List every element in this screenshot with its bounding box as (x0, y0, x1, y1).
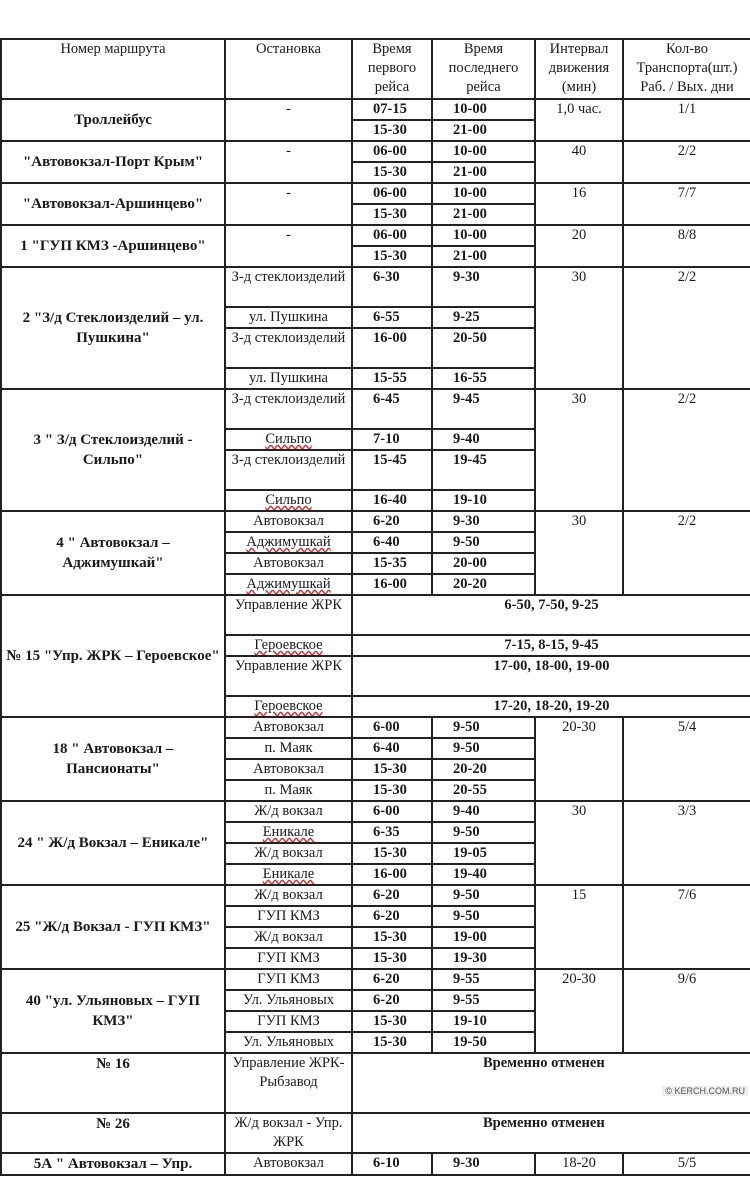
last-time: 21-00 (432, 162, 535, 183)
last-time: 9-50 (432, 906, 535, 927)
stop-name: п. Маяк (225, 738, 352, 759)
last-time: 20-50 (432, 328, 535, 368)
last-time: 9-50 (432, 738, 535, 759)
first-time: 15-30 (352, 204, 432, 225)
interval-value: 30 (535, 267, 623, 389)
vehicle-count: 9/6 (623, 969, 750, 1053)
stop-name: - (225, 99, 352, 141)
first-time: 6-00 (352, 801, 432, 822)
last-time: 9-50 (432, 885, 535, 906)
first-time: 6-30 (352, 267, 432, 307)
first-time: 15-30 (352, 120, 432, 141)
first-time: 6-20 (352, 885, 432, 906)
last-time: 10-00 (432, 99, 535, 120)
first-time: 6-00 (352, 717, 432, 738)
first-time: 6-35 (352, 822, 432, 843)
route-name: № 16 (1, 1053, 225, 1113)
table-row (1, 595, 750, 635)
interval-value: 1,0 час. (535, 99, 623, 141)
stop-name: - (225, 225, 352, 267)
last-time: 16-55 (432, 368, 535, 389)
first-time: 6-40 (352, 532, 432, 553)
first-time: 15-30 (352, 927, 432, 948)
stop-name: п. Маяк (225, 780, 352, 801)
departure-times: 17-00, 18-00, 19-00 (352, 656, 750, 696)
first-time: 16-40 (352, 490, 432, 511)
vehicle-count: 3/3 (623, 801, 750, 885)
route-name: 4 " Автовокзал – Аджимушкай" (1, 511, 225, 595)
table-row (1, 267, 750, 307)
last-time: 20-20 (432, 574, 535, 595)
stop-name: З-д стеклоизделий (225, 267, 352, 307)
stop-name: ГУП КМЗ (225, 1011, 352, 1032)
stop-name: Аджимушкай (225, 574, 352, 595)
first-time: 15-30 (352, 162, 432, 183)
stop-name: Автовокзал (225, 511, 352, 532)
status-note: Временно отменен (352, 1113, 750, 1153)
stop-name: Ж/д вокзал (225, 885, 352, 906)
first-time: 16-00 (352, 574, 432, 595)
table-row (1, 969, 750, 990)
stop-name: Автовокзал (225, 553, 352, 574)
stop-name: Героевское (225, 635, 352, 656)
stop-name: - (225, 183, 352, 225)
last-time: 9-30 (432, 511, 535, 532)
last-time: 21-00 (432, 204, 535, 225)
last-time: 9-40 (432, 801, 535, 822)
route-name: 18 " Автовокзал – Пансионаты" (1, 717, 225, 801)
stop-name: ГУП КМЗ (225, 906, 352, 927)
last-time: 19-00 (432, 927, 535, 948)
table-row (1, 99, 750, 120)
first-time: 06-00 (352, 141, 432, 162)
first-time: 15-55 (352, 368, 432, 389)
header-route: Номер маршрута (1, 39, 225, 99)
table-row (1, 141, 750, 162)
table-row (1, 1053, 750, 1113)
interval-value: 30 (535, 511, 623, 595)
last-time: 19-05 (432, 843, 535, 864)
first-time: 06-00 (352, 183, 432, 204)
stop-name: З-д стеклоизделий (225, 389, 352, 429)
first-time: 15-35 (352, 553, 432, 574)
stop-name: ГУП КМЗ (225, 969, 352, 990)
vehicle-count: 5/5 (623, 1153, 750, 1175)
route-name: 5А " Автовокзал – Упр. (1, 1153, 225, 1175)
table-row (1, 183, 750, 204)
first-time: 6-20 (352, 990, 432, 1011)
departure-times: 6-50, 7-50, 9-25 (352, 595, 750, 635)
first-time: 15-30 (352, 246, 432, 267)
first-time: 6-20 (352, 906, 432, 927)
stop-name: Сильпо (225, 490, 352, 511)
stop-name: Сильпо (225, 429, 352, 450)
vehicle-count: 2/2 (623, 389, 750, 511)
route-name: 25 "Ж/д Вокзал - ГУП КМЗ" (1, 885, 225, 969)
last-time: 20-20 (432, 759, 535, 780)
first-time: 06-00 (352, 225, 432, 246)
interval-value: 16 (535, 183, 623, 225)
vehicle-count: 8/8 (623, 225, 750, 267)
first-time: 6-40 (352, 738, 432, 759)
stop-name: Автовокзал (225, 717, 352, 738)
route-name: "Автовокзал-Порт Крым" (1, 141, 225, 183)
interval-value: 15 (535, 885, 623, 969)
route-name: 1 "ГУП КМЗ -Аршинцево" (1, 225, 225, 267)
first-time: 15-30 (352, 759, 432, 780)
first-time: 15-30 (352, 843, 432, 864)
interval-value: 30 (535, 389, 623, 511)
last-time: 19-50 (432, 1032, 535, 1053)
first-time: 6-20 (352, 511, 432, 532)
last-time: 10-00 (432, 183, 535, 204)
route-name: "Автовокзал-Аршинцево" (1, 183, 225, 225)
last-time: 10-00 (432, 141, 535, 162)
table-row (1, 885, 750, 906)
stop-name: Ж/д вокзал - Упр. ЖРК (225, 1113, 352, 1153)
route-name: 40 "ул. Ульяновых – ГУП КМЗ" (1, 969, 225, 1053)
vehicle-count: 7/6 (623, 885, 750, 969)
table-row (1, 225, 750, 246)
header-last: Время последнего рейса (432, 39, 535, 99)
stop-name: Управление ЖРК-Рыбзавод (225, 1053, 352, 1113)
last-time: 9-45 (432, 389, 535, 429)
stop-name: Ж/д вокзал (225, 843, 352, 864)
route-name: 2 "З/д Стеклоизделий – ул. Пушкина" (1, 267, 225, 389)
departure-times: 17-20, 18-20, 19-20 (352, 696, 750, 717)
header-interval: Интервал движения (мин) (535, 39, 623, 99)
header-count: Кол-во Транспорта(шт.) Раб. / Вых. дни (623, 39, 750, 99)
last-time: 19-45 (432, 450, 535, 490)
stop-name: ул. Пушкина (225, 307, 352, 328)
last-time: 9-40 (432, 429, 535, 450)
stop-name: З-д стеклоизделий (225, 450, 352, 490)
first-time: 15-30 (352, 1032, 432, 1053)
stop-name: Героевское (225, 696, 352, 717)
stop-name: Ж/д вокзал (225, 801, 352, 822)
header-row (1, 39, 750, 99)
stop-name: Автовокзал (225, 759, 352, 780)
header-stop: Остановка (225, 39, 352, 99)
last-time: 9-30 (432, 267, 535, 307)
table-row (1, 511, 750, 532)
interval-value: 20-30 (535, 969, 623, 1053)
last-time: 21-00 (432, 246, 535, 267)
route-name: Троллейбус (1, 99, 225, 141)
interval-value: 30 (535, 801, 623, 885)
last-time: 20-55 (432, 780, 535, 801)
first-time: 6-55 (352, 307, 432, 328)
vehicle-count: 7/7 (623, 183, 750, 225)
route-name: 24 " Ж/д Вокзал – Еникале" (1, 801, 225, 885)
first-time: 7-10 (352, 429, 432, 450)
last-time: 19-10 (432, 490, 535, 511)
vehicle-count: 2/2 (623, 267, 750, 389)
last-time: 19-30 (432, 948, 535, 969)
last-time: 19-10 (432, 1011, 535, 1032)
departure-times: 7-15, 8-15, 9-45 (352, 635, 750, 656)
first-time: 07-15 (352, 99, 432, 120)
stop-name: Еникале (225, 822, 352, 843)
header-first: Время первого рейса (352, 39, 432, 99)
stop-name: ул. Пушкина (225, 368, 352, 389)
first-time: 15-45 (352, 450, 432, 490)
last-time: 10-00 (432, 225, 535, 246)
last-time: 9-50 (432, 532, 535, 553)
last-time: 9-55 (432, 990, 535, 1011)
interval-value: 20-30 (535, 717, 623, 801)
interval-value: 20 (535, 225, 623, 267)
table-row (1, 801, 750, 822)
interval-value: 40 (535, 141, 623, 183)
status-note: Временно отменен (352, 1053, 750, 1113)
vehicle-count: 2/2 (623, 511, 750, 595)
vehicle-count: 5/4 (623, 717, 750, 801)
stop-name: Ж/д вокзал (225, 927, 352, 948)
first-time: 15-30 (352, 780, 432, 801)
stop-name: - (225, 141, 352, 183)
first-time: 6-45 (352, 389, 432, 429)
first-time: 16-00 (352, 864, 432, 885)
first-time: 6-20 (352, 969, 432, 990)
watermark: © KERCH.COM.RU (662, 1086, 748, 1096)
stop-name: З-д стеклоизделий (225, 328, 352, 368)
stop-name: Ул. Ульяновых (225, 1032, 352, 1053)
last-time: 9-50 (432, 822, 535, 843)
last-time: 9-55 (432, 969, 535, 990)
route-name: № 26 (1, 1113, 225, 1153)
stop-name: Управление ЖРК (225, 595, 352, 635)
route-name: 3 " З/д Стеклоизделий - Сильпо" (1, 389, 225, 511)
last-time: 9-50 (432, 717, 535, 738)
table-row (1, 1153, 750, 1175)
stop-name: Управление ЖРК (225, 656, 352, 696)
vehicle-count: 1/1 (623, 99, 750, 141)
stop-name: Ул. Ульяновых (225, 990, 352, 1011)
table-row (1, 717, 750, 738)
last-time: 9-25 (432, 307, 535, 328)
route-name: № 15 "Упр. ЖРК – Героевское" (1, 595, 225, 717)
last-time: 9-30 (432, 1153, 535, 1175)
schedule-table (0, 38, 750, 1176)
first-time: 16-00 (352, 328, 432, 368)
last-time: 19-40 (432, 864, 535, 885)
vehicle-count: 2/2 (623, 141, 750, 183)
interval-value: 18-20 (535, 1153, 623, 1175)
stop-name: Еникале (225, 864, 352, 885)
first-time: 15-30 (352, 1011, 432, 1032)
last-time: 20-00 (432, 553, 535, 574)
first-time: 15-30 (352, 948, 432, 969)
first-time: 6-10 (352, 1153, 432, 1175)
stop-name: ГУП КМЗ (225, 948, 352, 969)
table-row (1, 1113, 750, 1153)
stop-name: Аджимушкай (225, 532, 352, 553)
last-time: 21-00 (432, 120, 535, 141)
table-row (1, 389, 750, 429)
stop-name: Автовокзал (225, 1153, 352, 1175)
